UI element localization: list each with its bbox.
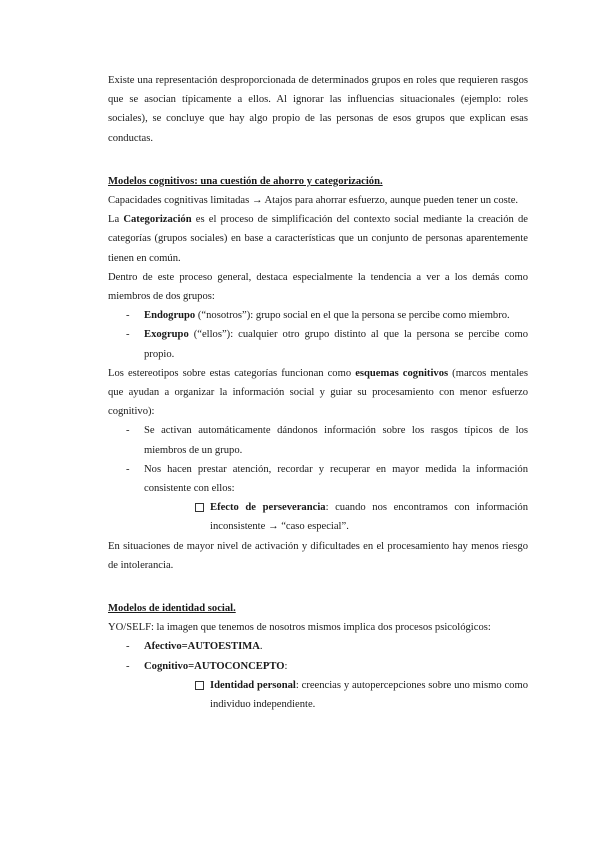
checkbox-bullet-icon <box>195 503 204 512</box>
dash-bullet: - <box>126 660 130 672</box>
spacer <box>108 575 528 599</box>
identity-list <box>108 676 528 714</box>
text-run: . <box>259 641 263 653</box>
dash-bullet: - <box>126 329 130 341</box>
list-item <box>108 421 528 459</box>
self-paragraph: YO/SELF: la imagen que tenemos de nosotros mismos implica dos procesos psicológicos: <box>108 622 491 634</box>
term-categorization: Categorización <box>123 214 192 226</box>
list-item-perseverance <box>108 498 528 536</box>
term-afectivo: Afectivo=AUTOESTIMA <box>144 641 260 653</box>
dash-bullet: - <box>126 641 130 653</box>
spacer <box>108 148 528 172</box>
dash-bullet: - <box>126 425 130 437</box>
dash-bullet: - <box>126 463 130 475</box>
text-run: (marcos mentales que ayudan a organizar la información social y guiar su procesamiento con menor esfuerzo cognitivo): <box>108 367 528 418</box>
term-personal-identity: Identidad personal <box>210 679 296 691</box>
text-run: : cuando nos encontramos con información inconsistente → “caso especial”. <box>210 502 528 533</box>
text-run: : creencias y autopercepciones sobre uno mismo como individuo independiente. <box>210 679 529 711</box>
term-perseverance: Efecto de perseverancia <box>210 502 326 514</box>
intro-paragraph: Existe una representación desproporcionada de determinados grupos en roles que requieren rasgos que se asocian típicamente a ellos. Al ignorar las influencias situacionales (ejemplo: roles sociales), se concluye que hay algo propio de las personas de esos grupos que explican esas conductas. <box>108 75 528 144</box>
section-heading-cognitive <box>108 172 528 191</box>
groups-list <box>108 306 528 364</box>
processes-list <box>108 637 528 675</box>
text-run: La <box>108 214 124 226</box>
categorization-paragraph <box>108 210 528 268</box>
list-item-personal-identity <box>108 676 528 714</box>
text-run: (“nosotros”): grupo social en el que la persona se percibe como miembro. <box>195 310 510 322</box>
text-run: Los estereotipos sobre estas categorías funcionan como <box>108 367 356 379</box>
term-endogrupo: Endogrupo <box>144 310 196 322</box>
document-body <box>108 71 528 714</box>
text-run: Nos hacen prestar atención, recordar y recuperar en mayor medida la información consistente con ellos: <box>144 463 528 495</box>
schema-points-list <box>108 421 528 498</box>
text-run: es el proceso de simplificación del contexto social mediante la creación de categorías (grupos sociales) en base a características que un conjunto de personas aparentemente tienen en común. <box>108 214 528 264</box>
text-run: Se activan automáticamente dándonos información sobre los rasgos típicos de los miembros de un grupo. <box>144 425 528 456</box>
within-process-paragraph: Dentro de este proceso general, destaca especialmente la tendencia a ver a los demás como miembros de dos grupos: <box>108 271 528 303</box>
heading-text: Modelos de identidad social. <box>108 603 236 615</box>
section-heading-identity <box>108 599 528 618</box>
term-cognitivo: Cognitivo=AUTOCONCEPTO <box>144 660 285 672</box>
dash-bullet: - <box>126 310 130 322</box>
list-item-afectivo <box>108 637 528 656</box>
perseverance-list <box>108 498 528 536</box>
capacities-paragraph: Capacidades cognitivas limitadas → Atajos para ahorrar esfuerzo, aunque pueden tener un coste. <box>108 195 519 207</box>
checkbox-bullet-icon <box>195 681 204 690</box>
list-item-endogrupo <box>108 306 528 325</box>
text-run: (“ellos”): cualquier otro grupo distinto al que la persona se percibe como propio. <box>144 329 528 360</box>
list-item-exogrupo <box>108 325 528 363</box>
heading-text: Modelos cognitivos: una cuestión de ahorro y categorización. <box>108 175 383 187</box>
term-exogrupo: Exogrupo <box>144 329 189 341</box>
term-cognitive-schemas: esquemas cognitivos <box>355 367 449 379</box>
activation-paragraph: En situaciones de mayor nivel de activación y dificultades en el procesamiento hay menos riesgo de intolerancia. <box>108 540 528 571</box>
list-item <box>108 460 528 498</box>
text-run: : <box>284 660 288 672</box>
stereotypes-paragraph <box>108 364 528 422</box>
list-item-cognitivo <box>108 657 528 676</box>
